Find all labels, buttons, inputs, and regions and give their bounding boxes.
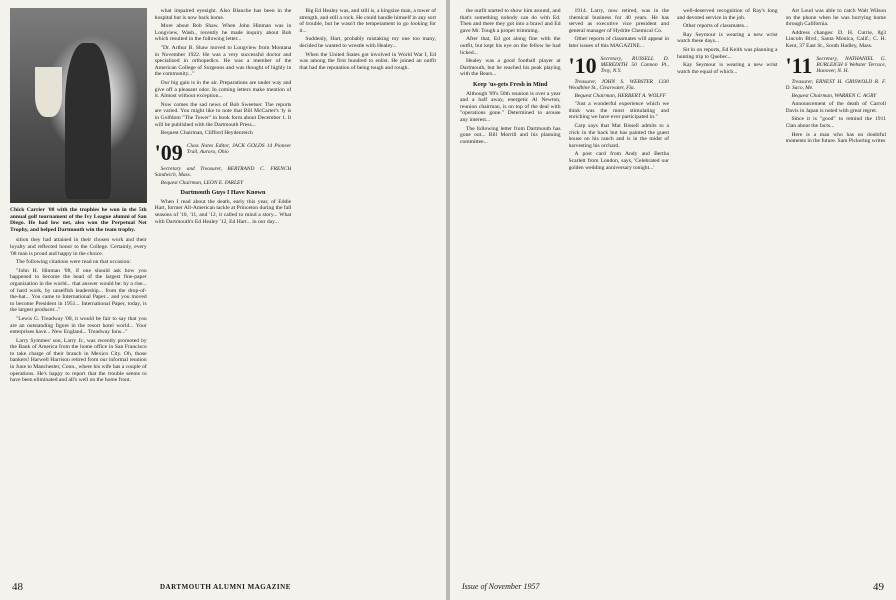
class-treasurer: Treasurer, ERNEST H. GRISWOLD R. F. D. Saco, Me.	[785, 78, 886, 91]
paragraph: Larry Symmes' son, Larry Jr., was recently promoted by the Bank of America from the home office in San Francisco to take charge of their branch in Mexico City. Oh, those bankers! Harwell Harrison retired from our informal reunion in June to Manchester, Conn., where his wife has a couple of operations. He's happy to report that the trouble seems to have been eliminated and all's well on the home front.	[10, 337, 147, 384]
photo-caption: Chick Carrier '08 with the trophies he won in the 5th annual golf tournament of the Ivy League alumni of San Diego. He had low net, also won the Perpetual Net Trophy, and helped Dartmouth win the team trophy.	[10, 207, 147, 233]
paragraph: Address changes: D. H. Currie, 8g3 Lincoln Blvd., Santa Monica, Calif.; C. H. Kent, 37 East St., South Hadley, Mass.	[785, 29, 886, 49]
paragraph: Here is a man who has no doubtful moments in the future. Sam Pickering writes	[785, 131, 886, 145]
paragraph: "John H. Hinman '08, if one should ask how you happened to become the head of the largest fine-paper organization in the world... that answer would be: by a rise... of hard work, by unselfish leadership... from the drop-of-the-hat... You came to International Paper... and you moved to become President in 1951... International Paper, today, is the largest producer..."	[10, 267, 147, 314]
page-number-left: 48	[12, 581, 23, 593]
class-heading-11	[785, 52, 887, 78]
left-col-1	[10, 8, 147, 568]
class-secretary: Secretary and Treasurer, BERTRAND C. FRENCH Sandwich, Mass.	[154, 165, 292, 178]
paragraph: After that, Ed got along fine with the outfit, but kept his eye on the fellow he had licked...	[460, 36, 561, 56]
paragraph: sition they had attained in their chosen work and their loyalty and reflected honor to the College. Certainly, every '08 man is proud and happy in the choice.	[10, 237, 147, 257]
paragraph: Ray Seymour is wearing a new wrist watch these days...	[677, 31, 778, 45]
class-year: '09	[154, 139, 183, 165]
left-col-2	[155, 8, 292, 568]
paragraph: When I read about the death, early this year, of Eddie Hart, former All-American tackle at Princeton during the fall seasons of '10, '11, and '12, it called to mind a story... What with Dartmouth's Ed Healey '12, Ed Hart... in our day...	[154, 198, 292, 225]
right-col-3	[677, 8, 778, 568]
paragraph: Now comes the sad news of Bob Sweetser. The reports are varied. You might like to note that Bill McCarter's 'ly is in Golfdom "The Tower" in book form about December 1. It will be published with the Dartmouth Press...	[154, 101, 292, 128]
section-subheading: Dartmouth Guys I Have Known	[180, 189, 266, 197]
class-year: '11	[785, 52, 813, 78]
class-editor: Class Notes Editor, JACK GOLDS 14 Pioneer Trail, Aurora, Ohio	[186, 142, 292, 155]
class-year: '10	[568, 52, 597, 78]
class-secretary: Secretary, RUSSELL D. MEREDITH 50 Cannon Pl., Troy, N.Y.	[600, 55, 669, 74]
paragraph: More about Bob Shaw. When John Hinman was in Longview, Wash., recently he made inquiry about Bob which resulted in the following letter...	[154, 23, 292, 43]
paragraph: Other reports of classmates will appear in later issues of this MAGAZINE...	[568, 36, 669, 49]
paragraph: The following citations were read on that occasion:	[16, 259, 131, 266]
paragraph: Big Ed Healey was, and still is, a kingsize man, a tower of strength, and still a rock. He could handle himself in any sort of trouble, but he wasn't the temperament to go looking for it...	[299, 8, 437, 34]
right-col-2	[569, 8, 670, 568]
class-secretary: Secretary, NATHANIEL G. BURLEIGH 6 Webster Terrace, Hanover, N. H.	[816, 55, 886, 74]
paragraph: Carp says that Mat Bissell admits to a crick in the back but has painted the guest house on his ranch and is in the midst of harvesting his orchard.	[568, 122, 669, 149]
paragraph: well-deserved recognition of Ray's long and devoted service in the job.	[677, 8, 778, 21]
right-col-4	[786, 8, 887, 568]
class-bequest: Bequest Chairman, HERBERT A. WOLFF	[574, 92, 666, 99]
paragraph: Other reports of classmates...	[683, 23, 749, 30]
paragraph: Suddenly, Hart, probably mistaking my one too many, decided he wanted to wrestle with Healey...	[299, 36, 437, 49]
paragraph: Art Loud was able to catch Walt Wilson on the phone when he was hurrying home through California.	[785, 8, 886, 28]
section-subheading: Keep 'us-gets Fresh in Mind	[473, 80, 548, 88]
left-page	[0, 0, 446, 600]
class-bequest: Bequest Chairman, LEON E. FARLEY	[160, 180, 244, 187]
paragraph: "Lewis G. Treadway '08, it would be fair to say that you are an outstanding figure in the resort hotel world... Your enterprises have... New England... Treadway Inns..."	[10, 315, 147, 336]
paragraph: the outfit started to show him around, and that's something nobody can do with Ed. Then and there they got into a brawl and Ed gave Mr. Tough a proper trimming.	[460, 8, 561, 34]
magazine-title: DARTMOUTH ALUMNI MAGAZINE	[160, 583, 291, 591]
class-treasurer: Treasurer, JOHN S. WEBSTER 1330 Woodbine St., Clearwater, Fla.	[568, 78, 669, 91]
right-page	[450, 0, 896, 600]
paragraph: Healey was a good football player at Dartmouth, but he reached his peak playing with the Bears...	[460, 58, 561, 78]
paragraph: "Dr. Arthur B. Shaw moved to Longview from Montana in November 1922. He was a very successful doctor and specialized in orthopedics. He was a member of the American College of Surgeons and was thought of highly in the community..."	[154, 44, 292, 78]
class-heading-09	[154, 139, 292, 165]
paragraph: Although '09's 50th reunion is over a year and a half away, energetic Al Newton, reunion chairman, is on top of the deal with "operations gone." Determined to arouse any interest...	[460, 90, 561, 123]
paragraph: "Just a wonderful experience which we think was the most stimulating and enriching we have ever participated in."	[568, 101, 669, 121]
page-number-right: 49	[873, 581, 884, 593]
paragraph: When the United States got involved in World War I, Ed was among the first hundred to enlist. He joined an outfit that had the reputation of being tough and rough.	[299, 51, 437, 71]
photo-golfer-trophies	[10, 8, 147, 203]
left-col-3	[299, 8, 436, 568]
paragraph: Kay Seymour is wearing a new wrist watch the equal of which...	[677, 62, 778, 75]
paragraph: Since it is "good" to remind the 1911 Clan about the facts...	[785, 116, 886, 129]
class-bequest: Bequest Chairman, WARREN C. AGRY	[791, 92, 877, 99]
paragraph: Announcement of the death of Carroll Davis in Japan is noted with great regret.	[785, 101, 886, 114]
issue-date: Issue of November 1957	[462, 582, 540, 591]
right-col-1	[460, 8, 561, 568]
class-heading-10	[568, 52, 670, 78]
bequest-chairman: Bequest Chairman, Clifford Heydenreich	[160, 130, 253, 137]
paragraph: what impaired eyesight. Also Blanche has been in the hospital but is now back home.	[154, 8, 292, 21]
paragraph: Sit in on reports, Ed Keith was planning a hunting trip to Quebec...	[677, 46, 778, 60]
paragraph: The following letter from Dartmouth has gone out... Bill Morrill and his planning committee...	[460, 125, 561, 145]
paragraph: A post card from Andy and Bertha Scarlett from London, says, 'Celebrated our golden wedding anniversary tonight...'	[568, 151, 669, 171]
paragraph: 1914. Larry, now retired, was in the chemical business for 40 years. He has served as executive vice president and general manager of Hydrite Chemical Co.	[568, 8, 669, 34]
paragraph: Our big gain is in the air. Preparations are under way and give off a pleasant odor. In coming letters make mention of it. Almost without exception...	[154, 79, 292, 100]
